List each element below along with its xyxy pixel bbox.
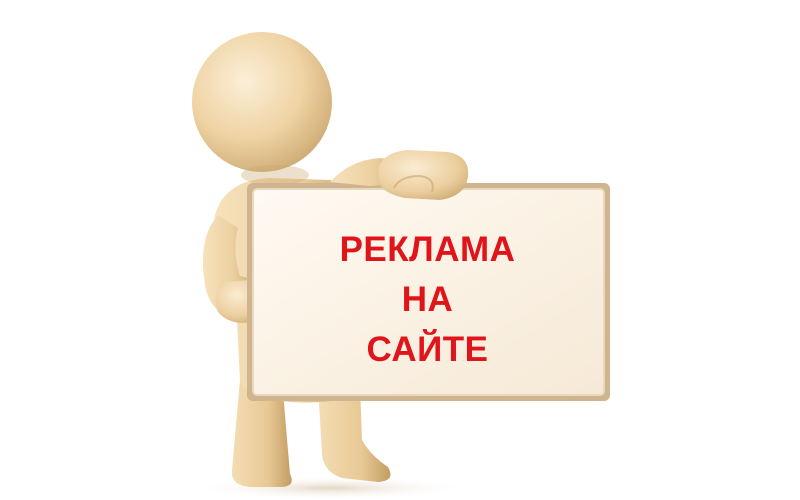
sign-line-3: САЙТЕ	[366, 330, 489, 369]
sign-text-block	[250, 225, 605, 375]
sign-line-1: РЕКЛАМА	[339, 230, 516, 269]
head	[192, 32, 332, 172]
neck-shadow	[241, 165, 309, 185]
right-hand	[378, 150, 468, 200]
ground-shadow	[190, 476, 470, 500]
sign-line-2: НА	[401, 280, 454, 319]
